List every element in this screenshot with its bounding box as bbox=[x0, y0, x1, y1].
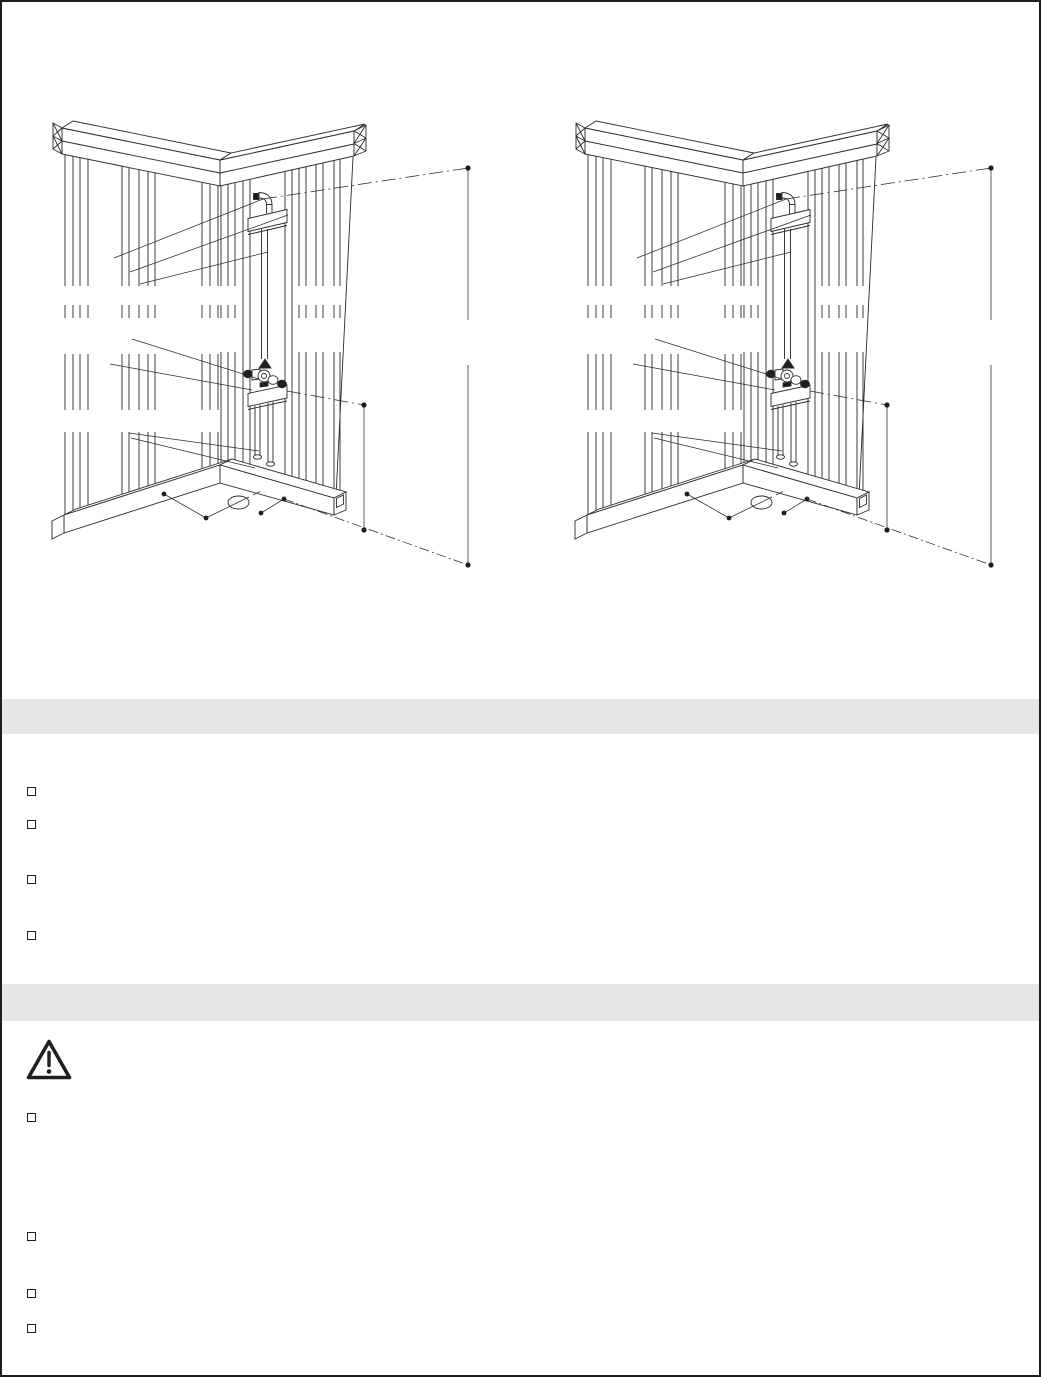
checkbox-bullet bbox=[27, 820, 36, 829]
checkbox-bullet bbox=[27, 931, 36, 940]
checkbox-bullet bbox=[27, 1113, 36, 1122]
framing-diagram-right bbox=[575, 121, 994, 568]
checkbox-bullet bbox=[27, 1289, 36, 1298]
checkbox-bullet bbox=[27, 787, 36, 796]
checkbox-bullet bbox=[27, 1324, 36, 1333]
section-header-bar-2 bbox=[2, 984, 1041, 1021]
section-header-bar-1 bbox=[2, 699, 1041, 734]
checkbox-bullet bbox=[27, 875, 36, 884]
framing-diagram-left bbox=[52, 121, 471, 568]
framing-diagrams-layer bbox=[2, 2, 1041, 662]
checkbox-bullet bbox=[27, 1232, 36, 1241]
warning-triangle-icon bbox=[26, 1038, 72, 1080]
